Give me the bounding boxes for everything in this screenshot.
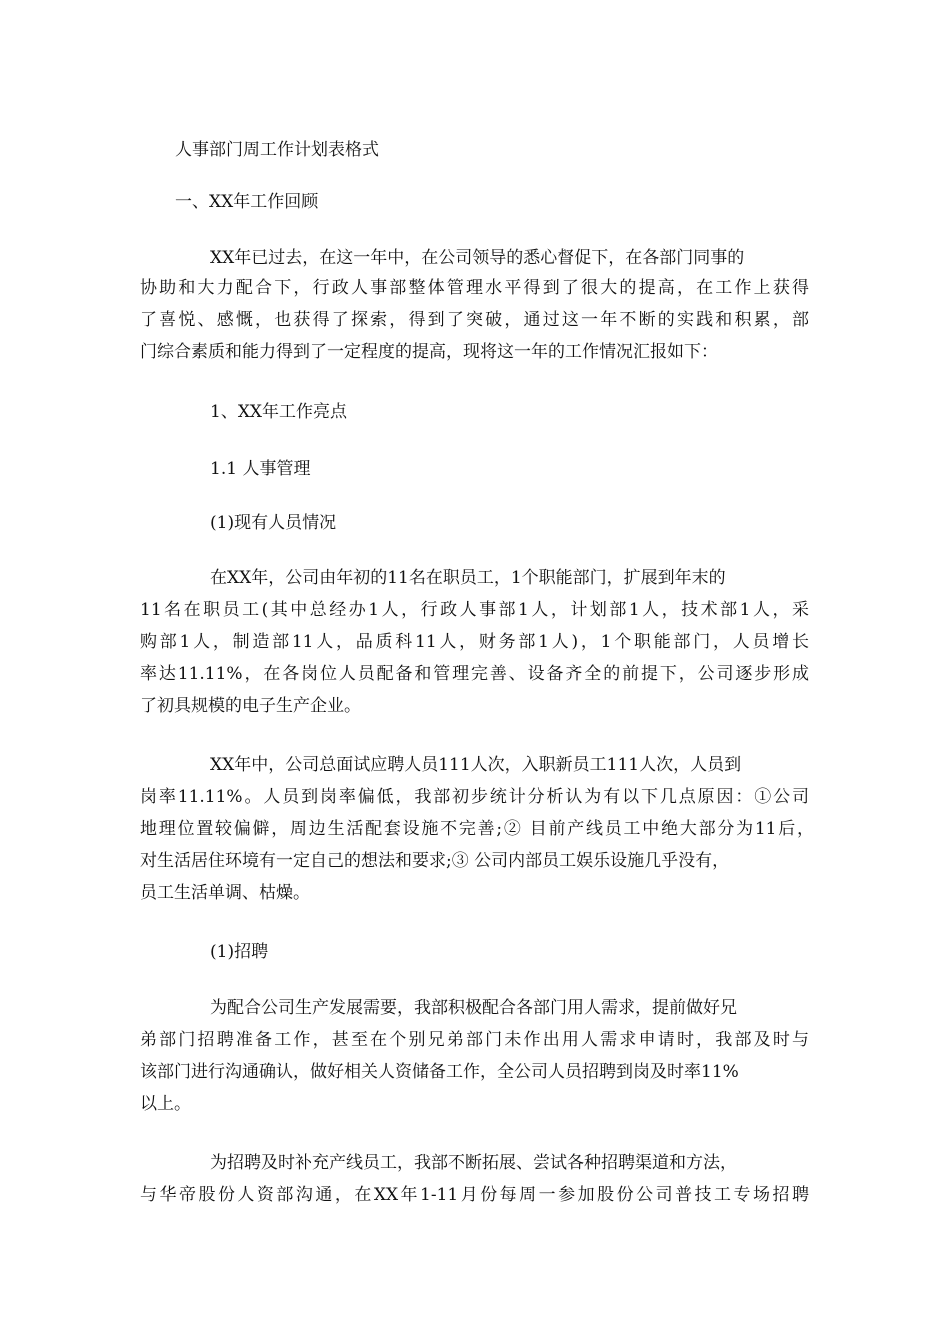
paragraph-line: 11名在职员工(其中总经办1人，行政人事部1人，计划部1人，技术部1人，采 (140, 600, 809, 620)
paragraph-line: 了喜悦、感慨，也获得了探索，得到了突破，通过这一年不断的实践和积累，部 (140, 310, 809, 330)
paragraph-line: 该部门进行沟通确认，做好相关人资储备工作，全公司人员招聘到岗及时率11% (140, 1062, 739, 1082)
paragraph-line: 在XX年，公司由年初的11名在职员工，1个职能部门，扩展到年末的 (210, 568, 726, 588)
subsection-heading: 1.1 人事管理 (210, 459, 311, 479)
paragraph-line: 弟部门招聘准备工作，甚至在个别兄弟部门未作出用人需求申请时，我部及时与 (140, 1030, 809, 1050)
subsection-heading: 1、XX年工作亮点 (210, 402, 348, 422)
paragraph-line: 门综合素质和能力得到了一定程度的提高，现将这一年的工作情况汇报如下： (140, 342, 718, 362)
paragraph-line: 岗率11.11%。人员到岗率偏低，我部初步统计分析认为有以下几点原因：①公司 (140, 787, 809, 807)
paragraph-line: 为招聘及时补充产线员工，我部不断拓展、尝试各种招聘渠道和方法， (210, 1153, 737, 1173)
item-heading: (1)招聘 (210, 942, 269, 962)
paragraph-line: XX年中，公司总面试应聘人员111人次，入职新员工111人次，人员到 (210, 755, 742, 775)
paragraph-line: 为配合公司生产发展需要，我部积极配合各部门用人需求，提前做好兄 (210, 998, 737, 1018)
paragraph-line: 率达11.11%，在各岗位人员配备和管理完善、设备齐全的前提下，公司逐步形成 (140, 664, 809, 684)
document-title: 人事部门周工作计划表格式 (175, 140, 379, 160)
paragraph-line: 协助和大力配合下，行政人事部整体管理水平得到了很大的提高，在工作上获得 (140, 278, 809, 298)
paragraph-line: 员工生活单调、枯燥。 (140, 883, 310, 903)
paragraph-line: 与华帝股份人资部沟通，在XX年1-11月份每周一参加股份公司普技工专场招聘 (140, 1185, 809, 1205)
item-heading: (1)现有人员情况 (210, 513, 337, 533)
paragraph-line: 购部1人，制造部11人，品质科11人，财务部1人)，1个职能部门，人员增长 (140, 632, 809, 652)
paragraph-line: XX年已过去，在这一年中，在公司领导的悉心督促下，在各部门同事的 (210, 248, 745, 268)
paragraph-line: 对生活居住环境有一定自己的想法和要求;③ 公司内部员工娱乐设施几乎没有， (140, 851, 730, 871)
paragraph-line: 了初具规模的电子生产企业。 (140, 696, 361, 716)
paragraph-line: 地理位置较偏僻，周边生活配套设施不完善;② 目前产线员工中绝大部分为11后， (140, 819, 814, 839)
paragraph-line: 以上。 (140, 1094, 191, 1114)
section-heading: 一、XX年工作回顾 (175, 192, 319, 212)
